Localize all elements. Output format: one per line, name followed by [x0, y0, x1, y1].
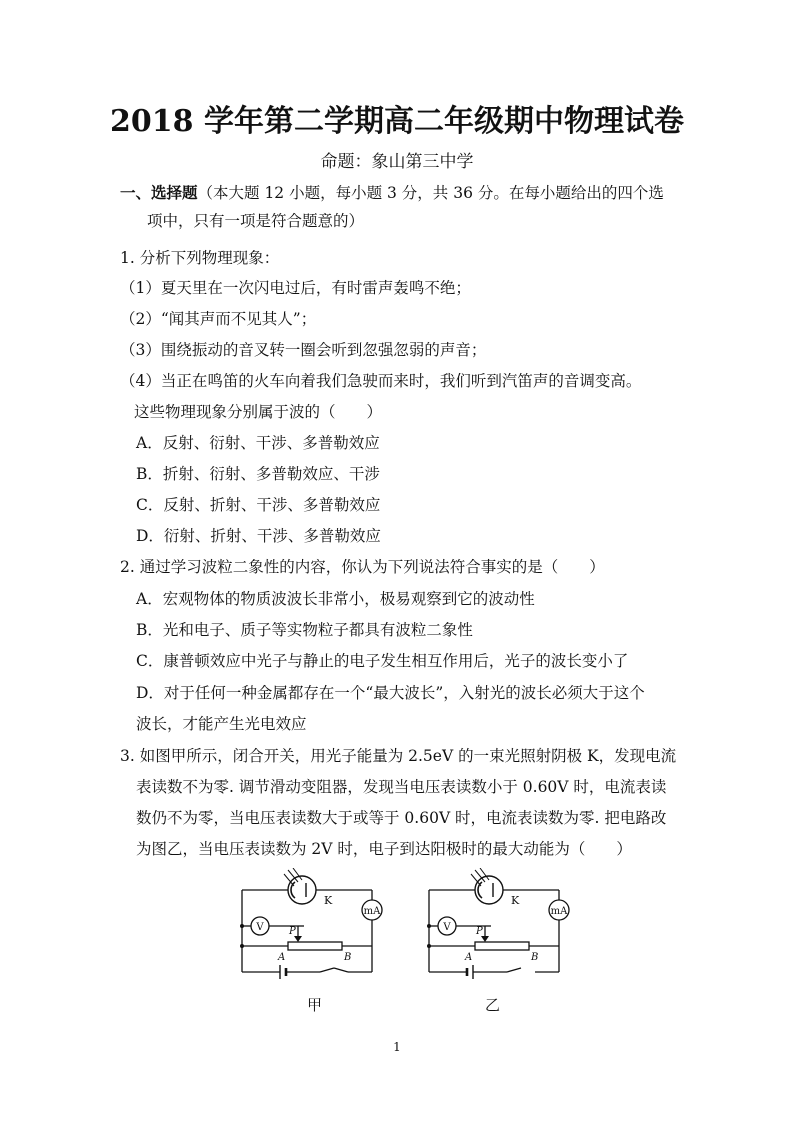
milliammeter-label: mA: [363, 906, 381, 917]
q2-option-b: B．光和电子、质子等实物粒子都具有波粒二象性: [136, 621, 473, 639]
circuit-diagram-yi: [425, 868, 585, 986]
voltmeter-label: V: [256, 922, 264, 933]
section-header: [120, 182, 664, 204]
phototube-icon: [284, 868, 316, 904]
rheostat-end-b-label: B: [344, 952, 352, 963]
exam-author: 命题：象山第三中学: [320, 152, 474, 172]
circuit-diagram-jia: [238, 868, 398, 986]
voltmeter-icon: [438, 917, 456, 935]
q1-item-3: （3）围绕振动的音叉转一圈会听到忽强忽弱的声音；: [120, 341, 487, 359]
q1-option-a: A．反射、衍射、干涉、多普勒效应: [136, 434, 380, 452]
q2-option-d: D．对于任何一种金属都存在一个“最大波长”，入射光的波长必须大于这个: [136, 684, 645, 702]
cathode-label: K: [324, 894, 333, 907]
section-heading: 一、选择题: [120, 183, 198, 202]
figure-caption-yi: 乙: [485, 996, 501, 1014]
voltmeter-icon: [251, 917, 269, 935]
section-description: （本大题 12 小题，每小题 3 分，共 36 分。在每小题给出的四个选: [197, 184, 664, 202]
q1-item-1: （1）夏天里在一次闪电过后，有时雷声轰鸣不绝；: [120, 279, 471, 297]
rheostat-end-a-label: A: [278, 952, 286, 963]
slider-label: P: [476, 926, 483, 937]
phototube-icon: [471, 868, 503, 904]
page-number: 1: [393, 1040, 401, 1054]
q1-item-4: （4）当正在鸣笛的火车向着我们急驶而来时，我们听到汽笛声的音调变高。: [120, 372, 642, 390]
q3-line-4: 为图乙，当电压表读数为 2V 时，电子到达阳极时的最大动能为（ ）: [136, 840, 632, 858]
q2-option-d-cont: 波长，才能产生光电效应: [136, 715, 307, 733]
q2-option-a: A．宏观物体的物质波波长非常小，极易观察到它的波动性: [136, 590, 535, 608]
q1-option-d: D．衍射、折射、干涉、多普勒效应: [136, 527, 381, 545]
q3-line-3: 数仍不为零，当电压表读数大于或等于 0.60V 时，电流表读数为零. 把电路改: [136, 809, 667, 827]
q3-line-1: 3. 如图甲所示，闭合开关，用光子能量为 2.5eV 的一束光照射阴极 K，发现电流: [120, 747, 677, 765]
cathode-label: K: [511, 894, 520, 907]
milliammeter-icon: [549, 900, 569, 920]
q2-option-c: C．康普顿效应中光子与静止的电子发生相互作用后，光子的波长变小了: [136, 652, 629, 670]
milliammeter-icon: [362, 900, 382, 920]
q1-option-c: C．反射、折射、干涉、多普勒效应: [136, 496, 381, 514]
q2-stem: 2. 通过学习波粒二象性的内容，你认为下列说法符合事实的是（ ）: [120, 558, 605, 576]
section-description-cont: 项中，只有一项是符合题意的）: [147, 212, 365, 230]
voltmeter-label: V: [443, 922, 451, 933]
q1-ask: 这些物理现象分别属于波的（ ）: [134, 403, 383, 421]
q1-item-2: （2）“闻其声而不见其人”；: [120, 310, 317, 328]
q3-line-2: 表读数不为零. 调节滑动变阻器，发现当电压表读数小于 0.60V 时，电流表读: [136, 778, 667, 796]
milliammeter-label: mA: [550, 906, 568, 917]
figure-caption-jia: 甲: [307, 996, 323, 1014]
q1-option-b: B．折射、衍射、多普勒效应、干涉: [136, 465, 380, 483]
q1-stem: 1. 分析下列物理现象：: [120, 249, 280, 267]
rheostat-end-a-label: A: [465, 952, 473, 963]
slider-label: P: [289, 926, 296, 937]
exam-title: 2018 学年第二学期高二年级期中物理试卷: [110, 104, 684, 139]
rheostat-end-b-label: B: [531, 952, 539, 963]
